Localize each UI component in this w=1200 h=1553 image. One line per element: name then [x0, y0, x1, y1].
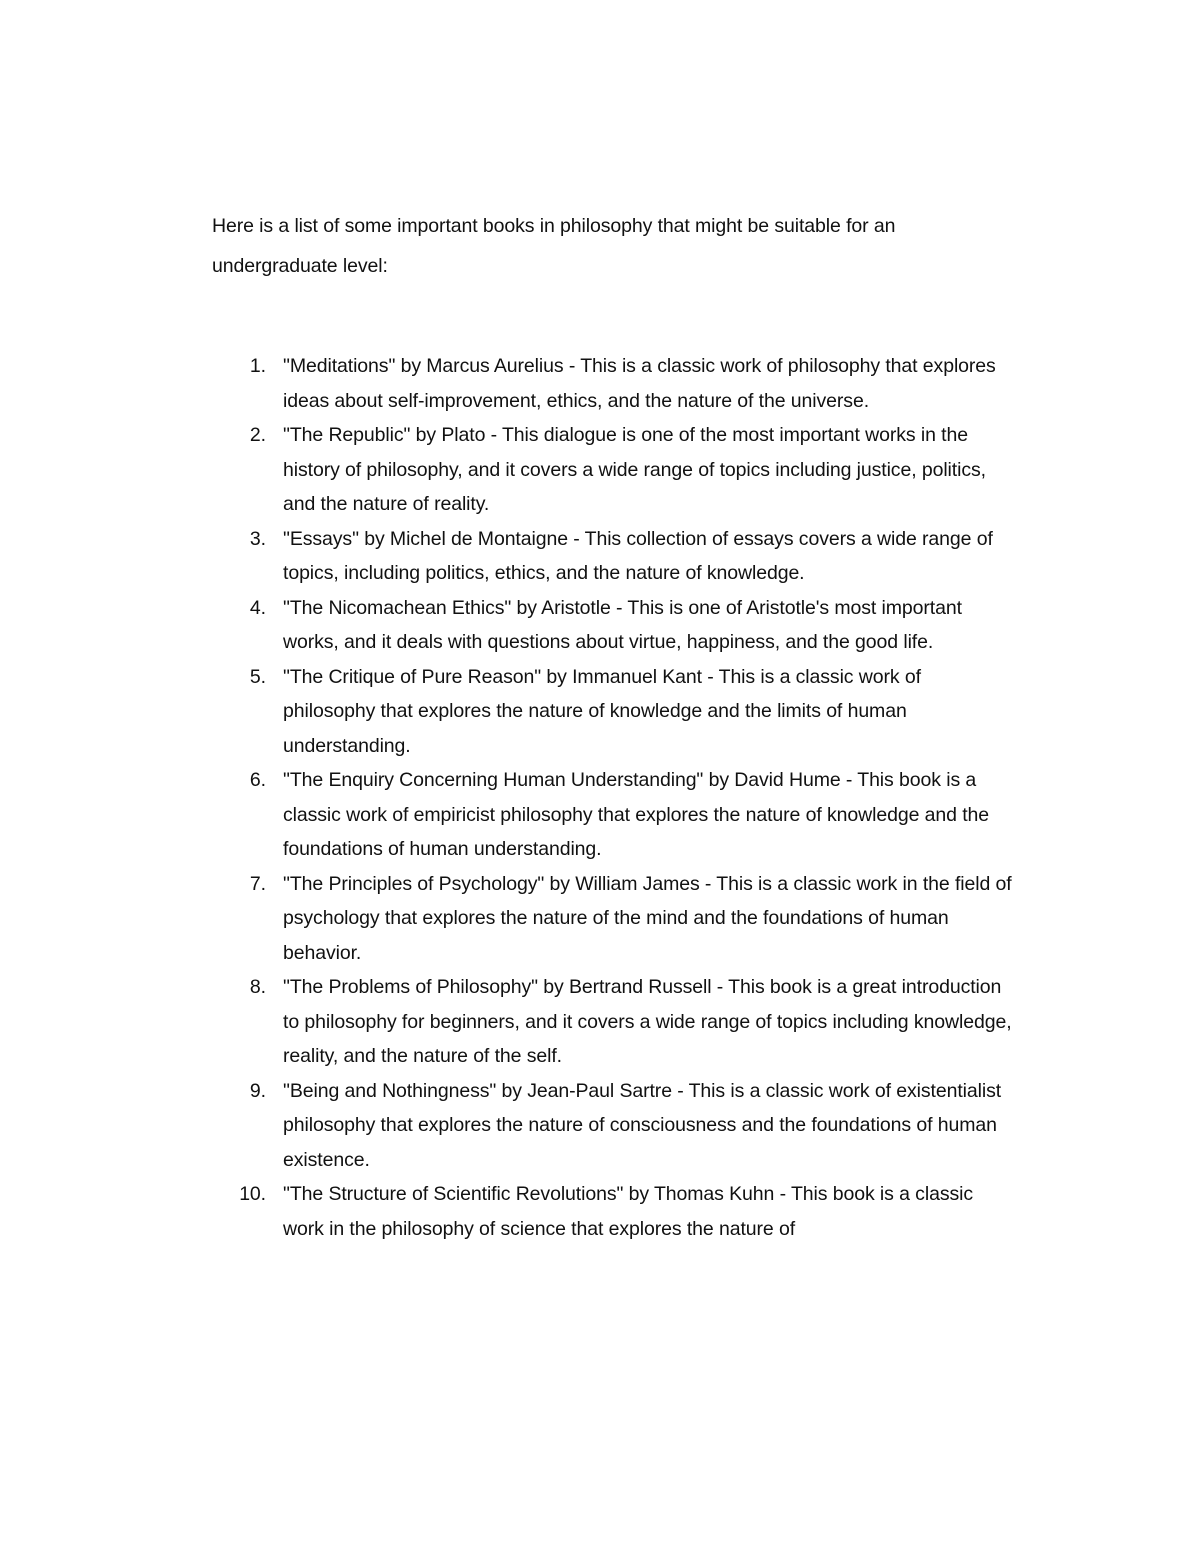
list-item	[212, 970, 1012, 1074]
list-item	[212, 591, 1012, 660]
list-item-number: 8.	[249, 976, 266, 998]
list-item	[212, 349, 1012, 418]
list-item-text: "The Enquiry Concerning Human Understanding" by David Hume - This book is a classic work of empiricist philosophy that explores the nature of knowledge and the foundations of human understanding.	[283, 769, 990, 860]
list-item	[212, 763, 1012, 867]
list-item	[212, 660, 1012, 764]
list-item-text: "The Problems of Philosophy" by Bertrand Russell - This book is a great introduction to philosophy for beginners, and it covers a wide range of topics including knowledge, reality, and the nature of the self.	[283, 976, 1012, 1067]
list-item-number: 10.	[239, 1183, 266, 1205]
list-item	[212, 522, 1012, 591]
list-item-text: "The Nicomachean Ethics" by Aristotle - This is one of Aristotle's most important works, and it deals with questions about virtue, happiness, and the good life.	[283, 596, 962, 653]
list-item-text: "The Republic" by Plato - This dialogue is one of the most important works in the history of philosophy, and it covers a wide range of topics including justice, politics, and the nature of reality.	[283, 424, 986, 515]
list-item-text: "The Structure of Scientific Revolutions" by Thomas Kuhn - This book is a classic work in the philosophy of science that explores the nature of	[283, 1183, 973, 1240]
list-item-number: 2.	[249, 424, 266, 446]
list-item-text: "The Principles of Psychology" by William James - This is a classic work in the field of psychology that explores the nature of the mind and the foundations of human behavior.	[283, 872, 1012, 964]
book-list	[212, 349, 1012, 1246]
list-item-number: 7.	[249, 872, 266, 895]
list-item-text: "Meditations" by Marcus Aurelius - This is a classic work of philosophy that explores ideas about self-improvement, ethics, and the nature of the universe.	[283, 355, 996, 412]
list-item	[212, 1074, 1012, 1178]
list-item	[212, 867, 1012, 971]
list-item	[212, 418, 1012, 522]
list-item-text: "Being and Nothingness" by Jean-Paul Sartre - This is a classic work of existentialist philosophy that explores the nature of consciousness and the foundations of human existence.	[283, 1079, 1002, 1171]
list-item-text: "Essays" by Michel de Montaigne - This collection of essays covers a wide range of topics, including politics, ethics, and the nature of knowledge.	[283, 527, 993, 584]
list-item-number: 3.	[249, 527, 266, 550]
list-item-number: 1.	[249, 355, 266, 377]
intro-paragraph: Here is a list of some important books in philosophy that might be suitable for an undergraduate level:	[212, 215, 896, 277]
list-item-number: 9.	[249, 1079, 266, 1102]
list-item	[212, 1177, 1012, 1246]
list-item-number: 6.	[249, 769, 266, 791]
list-item-number: 4.	[249, 596, 266, 619]
list-item-text: "The Critique of Pure Reason" by Immanuel Kant - This is a classic work of philosophy that explores the nature of knowledge and the limits of human understanding.	[283, 665, 921, 757]
list-item-number: 5.	[249, 665, 266, 688]
